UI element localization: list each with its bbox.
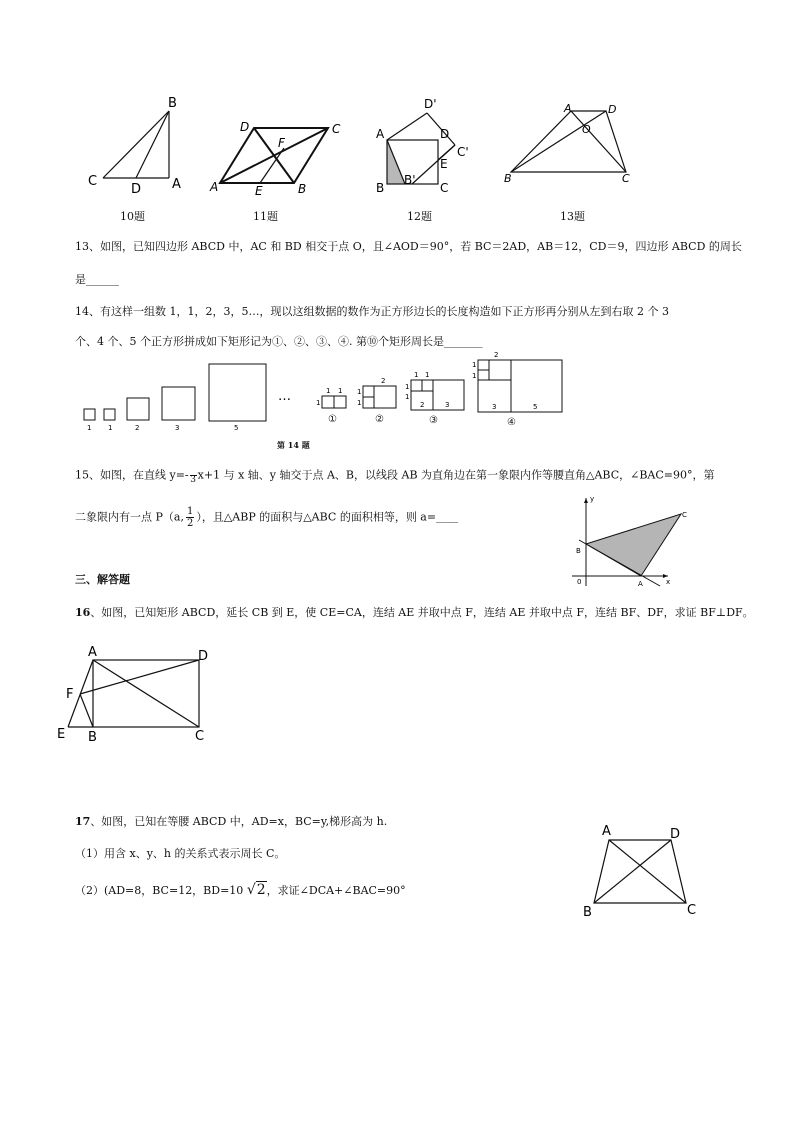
q14-ellipsis: … [278,389,291,404]
q14-sq-label-3: 2 [135,424,140,432]
q15-graph-B: B [576,547,581,555]
fig12-label-Bp: B' [404,173,416,187]
q16-label-B: B [88,730,97,745]
q15-graph-C: C [682,511,687,519]
q14-sq-label-1: 1 [87,424,92,432]
q13-line1: 13、如图，已知四边形 ABCD 中，AC 和 BD 相交于点 O，且∠AOD＝90°，若 BC＝2AD，AB＝12，CD＝9，四边形 ABCD 的周长 [75,240,742,253]
q14-rect-label-4: ④ [507,417,516,428]
q15-line2-a: 二象限内有一点 P（a, [75,510,184,524]
q14-r1-s: 1 [316,399,321,407]
q14-r4-s1: 1 [472,361,477,369]
fig11-label-E: E [255,184,263,198]
q16-num: 16 [75,606,91,619]
fig11-label-D: D [240,120,250,134]
q17-part1: （1）用含 x、y、h 的关系式表示周长 C。 [75,847,286,860]
q16-body: 、如图，已知矩形 ABCD，延长 CB 到 E，使 CE=CA，连结 AE 并取中点 F，连结 AE 并取中点 F，连结 BF、DF，求证 BF⊥DF。 [90,606,754,619]
caption-12: 12题 [407,210,432,223]
q14-r4-s2: 1 [472,372,477,380]
fig13-label-B: B [504,172,512,185]
q14-caption: 第 14 题 [277,440,310,450]
q14-rect-label-1: ① [328,414,337,425]
q15-graph-O: 0 [577,578,582,586]
q14-r3-s1: 1 [405,383,410,391]
fig13-label-C: C [622,172,630,185]
q14-r2-s1: 1 [357,388,362,396]
fig10-label-D: D [131,182,142,197]
q14-r3-t2: 1 [425,371,430,379]
fig12-label-B: B [376,181,385,195]
q14-sq-label-5: 5 [234,424,239,432]
fig10-label-B: B [168,96,177,111]
fig13-label-A: A [564,102,572,115]
q17-body: 、如图，已知在等腰 ABCD 中，AD=x，BC=y,梯形高为 h. [90,815,388,828]
q16-label-A: A [88,645,97,660]
q15-graph-x: x [666,578,671,586]
q14-sq-label-2: 1 [108,424,113,432]
q15-frac2-den: 2 [186,518,194,529]
q17-num: 17 [75,815,91,828]
fig12-label-Dp: D' [424,97,437,111]
q15-graph-y: y [590,495,595,503]
q14-r3-t1: 1 [414,371,419,379]
q14-rect-label-3: ③ [429,415,438,426]
q14-r1-t2: 1 [338,387,343,395]
q16-label-D: D [198,649,209,664]
q15-frac2-num: 1 [186,506,194,517]
fig13-label-O: O [582,123,591,136]
q15-line2-b: ），且△ABP 的面积与△ABC 的面积相等，则 a=____ [196,510,459,524]
q17-label-D: D [670,827,681,842]
q14-r3-b1: 2 [420,401,425,409]
q14-r3-b2: 3 [445,401,450,409]
q17-label-C: C [687,903,697,918]
fig12-label-Cp: C' [457,145,469,159]
fig12-label-A: A [376,127,385,141]
q13-line2: 是______ [75,273,119,286]
fig11-label-F: F [278,136,285,150]
sqrt-symbol: √ [246,882,256,898]
q14-line2: 个、4 个、5 个正方形拼成如下矩形记为①、②、③、④. 第⑩个矩形周长是_______ [75,335,483,348]
q16-label-F: F [66,687,74,702]
q16-label-C: C [195,729,205,744]
section-heading: 三、解答题 [75,573,130,586]
fig13-label-D: D [608,103,617,116]
q17-sqrt-arg: 2 [256,882,266,898]
caption-10: 10题 [120,210,145,223]
q17-label-B: B [583,905,592,920]
q14-r3-s2: 1 [405,393,410,401]
q16-label-E: E [57,727,66,742]
q14-r4-top: 2 [494,351,499,359]
caption-11: 11题 [253,210,278,223]
q15-frac1-den: 3 [190,475,197,485]
q14-line1: 14、有这样一组数 1，1，2，3，5…，现以这组数据的数作为正方形边长的长度构造如下正方形再分别从左到右取 2 个 3 [75,305,669,318]
q14-r4-b2: 5 [533,403,538,411]
q14-rect-label-2: ② [375,414,384,425]
q14-r2-s2: 1 [357,399,362,407]
fig10-label-A: A [172,177,181,192]
q17-label-A: A [602,824,611,839]
fig12-label-E: E [440,157,448,171]
q15-line1-b: x+1 与 x 轴、y 轴交于点 A、B，以线段 AB 为直角边在第一象限内作等腰直角△ABC，∠BAC=90°，第 [197,468,715,482]
q14-r2-top: 2 [381,377,386,385]
q14-r1-t1: 1 [326,387,331,395]
q17-part2-a: （2）(AD=8，BC=12，BD=10 [75,884,244,897]
fig10-label-C: C [88,174,98,189]
q14-r4-b1: 3 [492,403,497,411]
fig11-label-B: B [298,182,307,196]
q15-line1-a: 15、如图，在直线 y=- [75,468,189,482]
q14-sq-label-4: 3 [175,424,180,432]
q17-part2-b: ，求证∠DCA+∠BAC=90° [266,884,406,897]
fig11-label-C: C [332,122,341,136]
fig12-label-C: C [440,181,449,195]
q15-graph-A: A [638,580,643,588]
fig11-label-A: A [210,180,219,194]
fig12-label-D: D [440,127,450,141]
caption-13: 13题 [560,210,585,223]
